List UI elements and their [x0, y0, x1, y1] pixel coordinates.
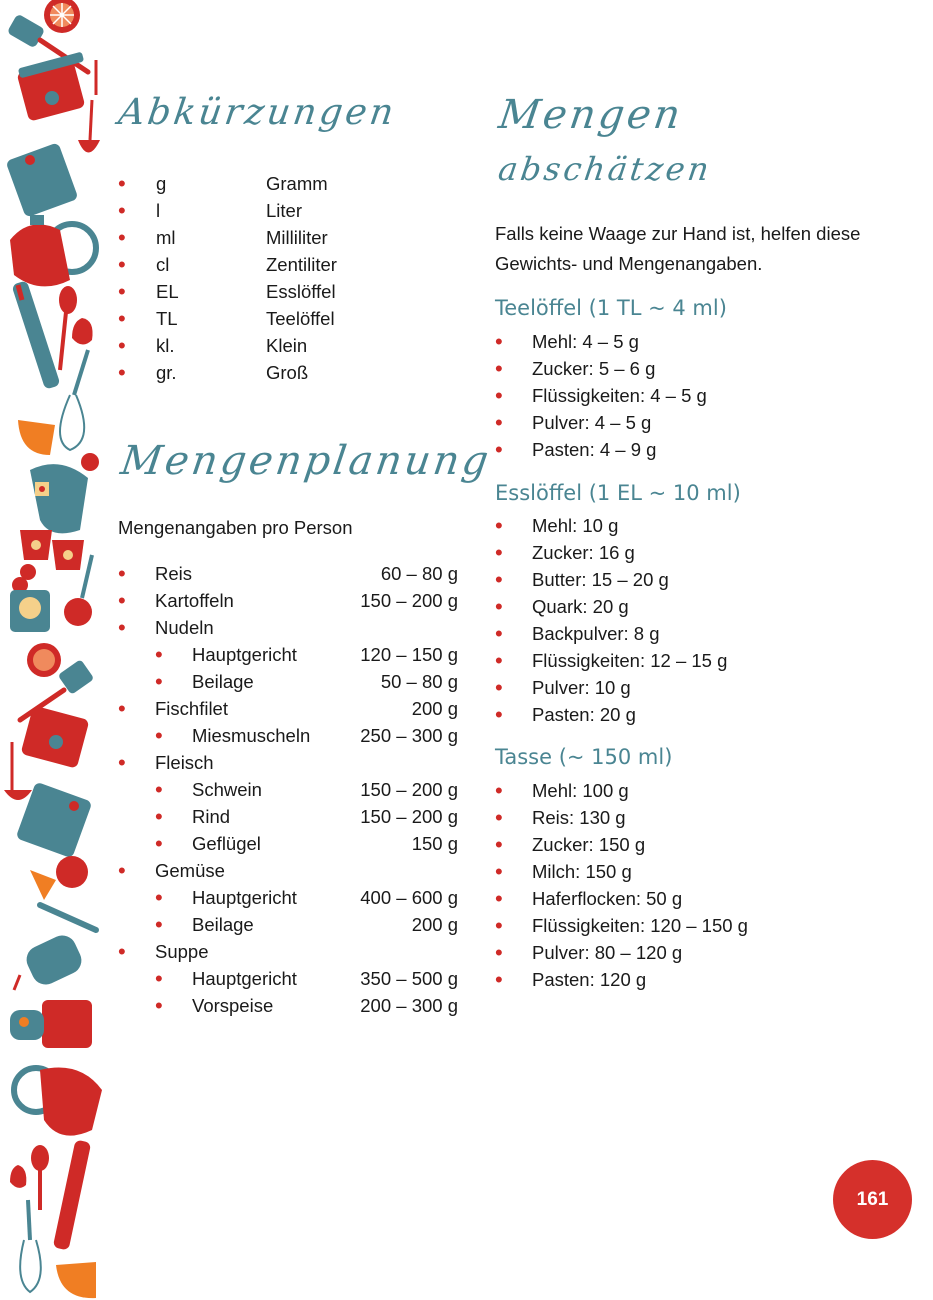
- section-heading-essloeffel: Esslöffel (1 EL ~ 10 ml): [495, 481, 741, 505]
- abbreviation-meaning: Esslöffel: [266, 281, 336, 302]
- estimate-item: [495, 701, 895, 728]
- mengen-abschaetzen-title-line2: abschätzen: [496, 150, 715, 188]
- bullet-icon: •: [495, 383, 503, 408]
- peeler-icon: [40, 905, 96, 930]
- portion-label: Beilage: [192, 914, 254, 935]
- whisk-icon: [60, 350, 88, 450]
- estimate-text: Mehl: 100 g: [532, 780, 629, 801]
- portion-amount: 150 g: [411, 833, 458, 854]
- abbreviation-key: kl.: [156, 335, 175, 356]
- apple-icon: [56, 856, 88, 888]
- portion-subitem: [118, 965, 458, 992]
- portion-amount: 150 – 200 g: [360, 590, 458, 611]
- abbreviation-row: [118, 278, 418, 305]
- portion-item: [118, 749, 458, 776]
- bullet-icon: •: [155, 885, 163, 910]
- abkuerzungen-title: Abkürzungen: [116, 92, 399, 133]
- kitchen-utensils-border: [0, 0, 112, 1300]
- rolling-pin-icon: [11, 280, 60, 390]
- bullet-icon: •: [118, 360, 126, 385]
- bullet-icon: •: [118, 171, 126, 196]
- estimate-text: Pulver: 4 – 5 g: [532, 412, 652, 433]
- portion-item: [118, 938, 458, 965]
- bullet-icon: •: [155, 723, 163, 748]
- estimate-item: [495, 912, 895, 939]
- bullet-icon: •: [155, 831, 163, 856]
- estimate-text: Quark: 20 g: [532, 596, 629, 617]
- estimate-text: Butter: 15 – 20 g: [532, 569, 669, 590]
- estimate-item: [495, 939, 895, 966]
- oven-mitt-icon: [30, 464, 88, 533]
- bullet-icon: •: [495, 410, 503, 435]
- portion-amount: 200 g: [411, 914, 458, 935]
- portion-label: Hauptgericht: [192, 968, 297, 989]
- portion-amount: 150 – 200 g: [360, 779, 458, 800]
- portion-label: Hauptgericht: [192, 644, 297, 665]
- bullet-icon: •: [495, 567, 503, 592]
- portion-item: [118, 587, 458, 614]
- abbreviation-row: [118, 170, 418, 197]
- bullet-icon: •: [495, 805, 503, 830]
- bullet-icon: •: [155, 777, 163, 802]
- rolling-pin-icon: [53, 1140, 92, 1251]
- abbreviation-key: TL: [156, 308, 178, 329]
- estimate-text: Pulver: 80 – 120 g: [532, 942, 683, 963]
- estimate-text: Flüssigkeiten: 4 – 5 g: [532, 385, 707, 406]
- portion-label: Kartoffeln: [155, 590, 234, 611]
- bullet-icon: •: [495, 513, 503, 538]
- estimate-item: [495, 620, 895, 647]
- estimate-text: Mehl: 4 – 5 g: [532, 331, 639, 352]
- estimate-item: [495, 647, 895, 674]
- portion-label: Rind: [192, 806, 231, 827]
- bullet-icon: •: [495, 540, 503, 565]
- bullet-icon: •: [155, 993, 163, 1018]
- portion-item: [118, 560, 458, 587]
- portion-subitem: [118, 668, 458, 695]
- tasse-list: [495, 777, 895, 993]
- abbreviation-meaning: Teelöffel: [266, 308, 335, 329]
- abbreviation-meaning: Klein: [266, 335, 308, 356]
- portion-label: Suppe: [155, 941, 209, 962]
- portion-subitem: [118, 776, 458, 803]
- bullet-icon: •: [495, 648, 503, 673]
- portion-label: Fischfilet: [155, 698, 228, 719]
- estimate-item: [495, 593, 895, 620]
- portion-label: Beilage: [192, 671, 254, 692]
- estimate-item: [495, 382, 895, 409]
- pear-icon: [10, 1165, 26, 1188]
- abschaetzen-intro-line1: Falls keine Waage zur Hand ist, helfen diese: [495, 223, 861, 244]
- portion-amount: 150 – 200 g: [360, 806, 458, 827]
- essloeffel-list: [495, 512, 895, 728]
- portion-label: Miesmuscheln: [192, 725, 311, 746]
- cups-icon: [20, 530, 84, 570]
- bullet-icon: •: [495, 940, 503, 965]
- estimate-item: [495, 566, 895, 593]
- grapefruit-icon: [27, 643, 61, 677]
- bullet-icon: •: [495, 913, 503, 938]
- portion-amount: 400 – 600 g: [360, 887, 458, 908]
- abbreviation-key: l: [156, 200, 161, 221]
- portion-label: Schwein: [192, 779, 262, 800]
- estimate-text: Pasten: 20 g: [532, 704, 636, 725]
- estimate-text: Zucker: 16 g: [532, 542, 635, 563]
- portion-label: Hauptgericht: [192, 887, 297, 908]
- bullet-icon: •: [495, 594, 503, 619]
- abschaetzen-intro-line2: Gewichts- und Mengenangaben.: [495, 253, 763, 274]
- portion-item: [118, 695, 458, 722]
- bullet-icon: •: [118, 696, 126, 721]
- abbreviation-key: ml: [156, 227, 176, 248]
- estimate-text: Zucker: 5 – 6 g: [532, 358, 656, 379]
- page-number: 161: [833, 1160, 912, 1239]
- abbreviation-row: [118, 251, 418, 278]
- bullet-icon: •: [118, 198, 126, 223]
- abbreviation-meaning: Liter: [266, 200, 302, 221]
- cherries-icon: [81, 453, 99, 471]
- bullet-icon: •: [495, 886, 503, 911]
- abbreviation-row: [118, 197, 418, 224]
- estimate-text: Pasten: 4 – 9 g: [532, 439, 657, 460]
- hand-mixer-icon: [14, 931, 86, 990]
- abbreviation-key: gr.: [156, 362, 177, 383]
- spoon-icon: [31, 1145, 49, 1210]
- estimate-item: [495, 831, 895, 858]
- bullet-icon: •: [118, 561, 126, 586]
- pear-icon: [72, 318, 93, 345]
- estimate-item: [495, 409, 895, 436]
- bowl-icon: [56, 1262, 96, 1298]
- portion-subitem: [118, 992, 458, 1019]
- bullet-icon: •: [495, 832, 503, 857]
- mengen-abschaetzen-title-line1: Mengen: [496, 92, 686, 138]
- abbreviation-row: [118, 305, 418, 332]
- estimate-item: [495, 539, 895, 566]
- estimate-text: Pulver: 10 g: [532, 677, 631, 698]
- portion-subitem: [118, 884, 458, 911]
- portion-amount: 250 – 300 g: [360, 725, 458, 746]
- bullet-icon: •: [118, 279, 126, 304]
- bullet-icon: •: [118, 939, 126, 964]
- bullet-icon: •: [118, 615, 126, 640]
- portion-amount: 200 – 300 g: [360, 995, 458, 1016]
- bullet-icon: •: [495, 437, 503, 462]
- bullet-icon: •: [495, 967, 503, 992]
- portion-subitem: [118, 722, 458, 749]
- abbreviation-key: EL: [156, 281, 179, 302]
- abbreviation-row: [118, 224, 418, 251]
- estimate-item: [495, 512, 895, 539]
- portion-amount: 60 – 80 g: [380, 563, 458, 584]
- bullet-icon: •: [495, 356, 503, 381]
- portion-label: Geflügel: [192, 833, 261, 854]
- teeloeffel-list: [495, 328, 895, 463]
- kettle-icon: [10, 215, 96, 286]
- portion-label: Reis: [155, 563, 193, 584]
- abbreviation-meaning: Zentiliter: [266, 254, 337, 275]
- bullet-icon: •: [495, 621, 503, 646]
- estimate-text: Reis: 130 g: [532, 807, 626, 828]
- estimate-text: Mehl: 10 g: [532, 515, 619, 536]
- portion-subitem: [118, 803, 458, 830]
- estimate-item: [495, 436, 895, 463]
- portion-amount: 200 g: [411, 698, 458, 719]
- portion-label: Gemüse: [155, 860, 225, 881]
- bullet-icon: •: [495, 702, 503, 727]
- mengenplanung-intro: Mengenangaben pro Person: [118, 517, 353, 538]
- bullet-icon: •: [118, 858, 126, 883]
- portion-list: [118, 560, 458, 1019]
- bullet-icon: •: [118, 333, 126, 358]
- abbreviation-key: g: [156, 173, 167, 194]
- portion-amount: 350 – 500 g: [360, 968, 458, 989]
- portion-label: Nudeln: [155, 617, 214, 638]
- portion-item: [118, 857, 458, 884]
- bullet-icon: •: [155, 966, 163, 991]
- kitchen-scale-icon: [10, 590, 50, 632]
- pot-icon: [17, 52, 86, 122]
- bullet-icon: •: [495, 778, 503, 803]
- abbreviation-key: cl: [156, 254, 170, 275]
- estimate-text: Zucker: 150 g: [532, 834, 646, 855]
- bullet-icon: •: [155, 804, 163, 829]
- wine-glass-icon: [30, 870, 56, 900]
- estimate-text: Haferflocken: 50 g: [532, 888, 683, 909]
- pot-icon: [10, 1000, 92, 1048]
- estimate-item: [495, 777, 895, 804]
- portion-subitem: [118, 641, 458, 668]
- bullet-icon: •: [495, 329, 503, 354]
- abbreviation-row: [118, 359, 418, 386]
- abbreviation-meaning: Milliliter: [266, 227, 328, 248]
- portion-amount: 120 – 150 g: [360, 644, 458, 665]
- estimate-text: Flüssigkeiten: 12 – 15 g: [532, 650, 728, 671]
- abbreviation-meaning: Gramm: [266, 173, 328, 194]
- estimate-item: [495, 885, 895, 912]
- abbreviation-list: [118, 170, 418, 386]
- section-heading-teeloeffel: Teelöffel (1 TL ~ 4 ml): [495, 296, 727, 320]
- cutting-board-icon: [5, 142, 78, 218]
- portion-amount: 50 – 80 g: [380, 671, 458, 692]
- portion-subitem: [118, 911, 458, 938]
- mengenplanung-title: Mengenplanung: [118, 438, 495, 484]
- section-heading-tasse: Tasse (~ 150 ml): [495, 745, 673, 769]
- estimate-item: [495, 966, 895, 993]
- bullet-icon: •: [155, 642, 163, 667]
- estimate-item: [495, 355, 895, 382]
- portion-label: Vorspeise: [192, 995, 274, 1016]
- bullet-icon: •: [118, 225, 126, 250]
- cherries-icon: [12, 564, 36, 593]
- bowl-icon: [18, 420, 55, 455]
- estimate-text: Milch: 150 g: [532, 861, 632, 882]
- estimate-text: Flüssigkeiten: 120 – 150 g: [532, 915, 748, 936]
- portion-item: [118, 614, 458, 641]
- bullet-icon: •: [118, 588, 126, 613]
- bullet-icon: •: [495, 675, 503, 700]
- portion-label: Fleisch: [155, 752, 214, 773]
- whisk-icon: [20, 1200, 41, 1292]
- bullet-icon: •: [155, 669, 163, 694]
- abbreviation-meaning: Groß: [266, 362, 309, 383]
- bullet-icon: •: [118, 252, 126, 277]
- bullet-icon: •: [118, 750, 126, 775]
- estimate-text: Backpulver: 8 g: [532, 623, 660, 644]
- grapefruit-icon: [44, 0, 80, 33]
- estimate-item: [495, 328, 895, 355]
- bullet-icon: •: [495, 859, 503, 884]
- abbreviation-row: [118, 332, 418, 359]
- estimate-text: Pasten: 120 g: [532, 969, 647, 990]
- bullet-icon: •: [118, 306, 126, 331]
- estimate-item: [495, 858, 895, 885]
- portion-subitem: [118, 830, 458, 857]
- bullet-icon: •: [155, 912, 163, 937]
- kettle-icon: [14, 1068, 102, 1136]
- estimate-item: [495, 804, 895, 831]
- estimate-item: [495, 674, 895, 701]
